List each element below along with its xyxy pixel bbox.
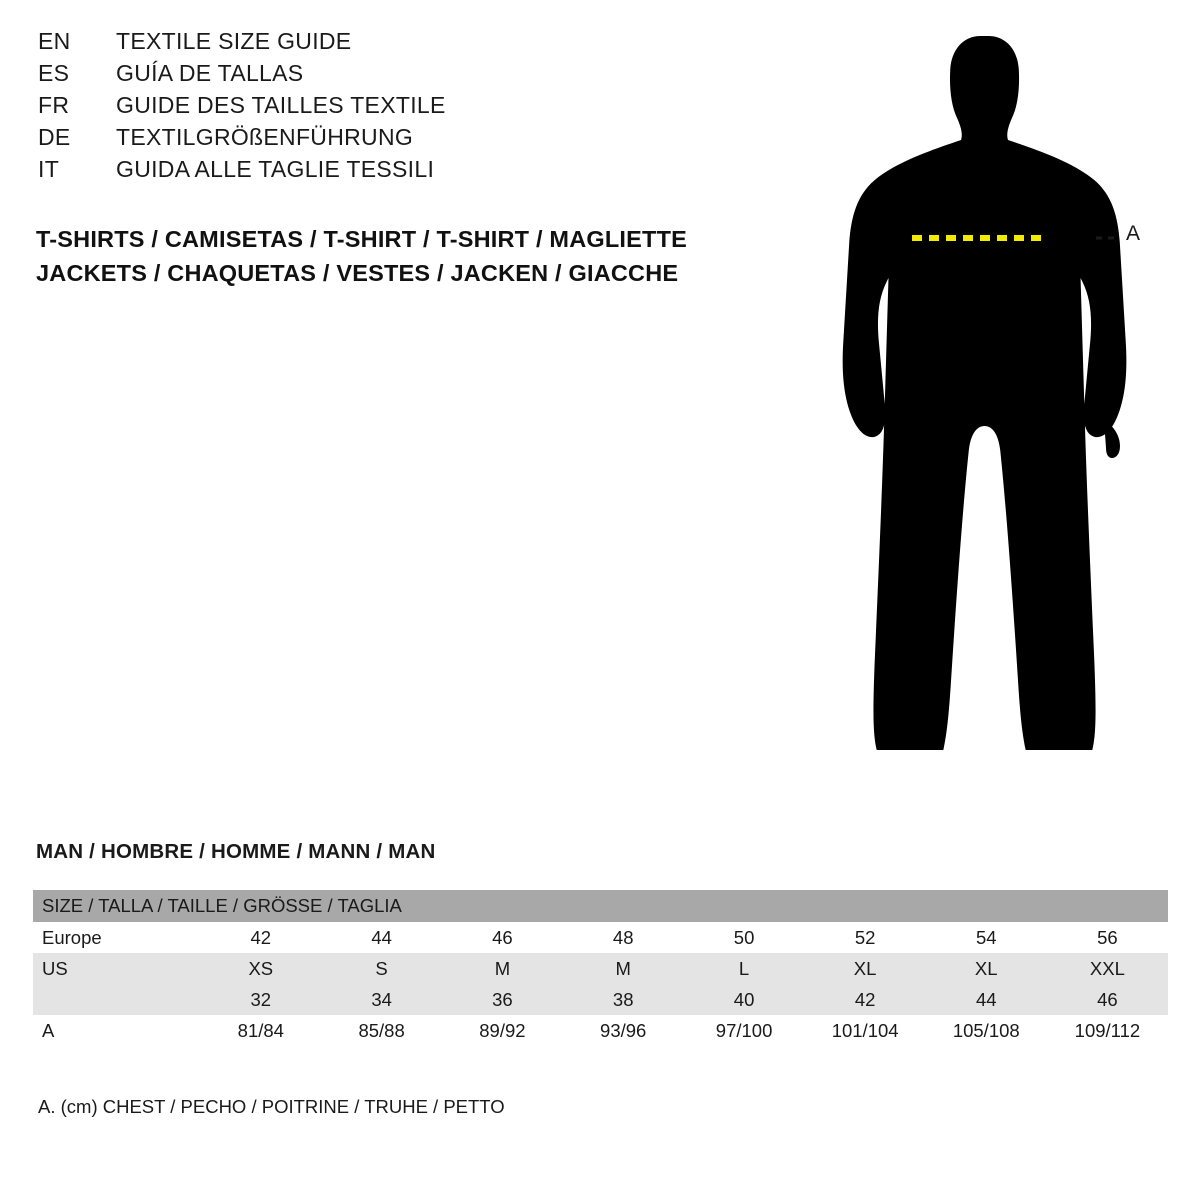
language-title: TEXTILGRÖßENFÜHRUNG <box>116 124 414 150</box>
cell-value: 38 <box>563 984 684 1015</box>
table-title-row <box>33 890 1168 922</box>
cell-value: 89/92 <box>442 1015 563 1046</box>
section-heading-man: MAN / HOMBRE / HOMME / MANN / MAN <box>36 840 436 863</box>
category-tshirts: T-SHIRTS / CAMISETAS / T-SHIRT / T-SHIRT / MAGLIETTE <box>36 226 687 252</box>
table-row <box>33 1015 1168 1046</box>
row-label <box>33 984 200 1015</box>
language-list <box>38 28 738 188</box>
cell-value: 50 <box>684 922 805 953</box>
row-label: A <box>33 1015 200 1046</box>
table-title-cell: SIZE / TALLA / TAILLE / GRÖSSE / TAGLIA <box>33 890 1168 922</box>
cell-value: 42 <box>200 922 321 953</box>
cell-value: XS <box>200 953 321 984</box>
man-silhouette-figure <box>820 10 1180 800</box>
cell-value: 54 <box>926 922 1047 953</box>
cell-value: 56 <box>1047 922 1168 953</box>
table-row <box>33 984 1168 1015</box>
cell-value: 46 <box>442 922 563 953</box>
language-code: FR <box>38 92 70 118</box>
language-code: ES <box>38 60 70 86</box>
cell-value: 85/88 <box>321 1015 442 1046</box>
language-code: IT <box>38 156 60 182</box>
cell-value: 34 <box>321 984 442 1015</box>
table-row <box>33 953 1168 984</box>
cell-value: 44 <box>926 984 1047 1015</box>
cell-value: 48 <box>563 922 684 953</box>
cell-value: 97/100 <box>684 1015 805 1046</box>
cell-value: 40 <box>684 984 805 1015</box>
cell-value: 105/108 <box>926 1015 1047 1046</box>
cell-value: M <box>563 953 684 984</box>
garment-categories <box>36 222 796 290</box>
language-row <box>38 156 738 188</box>
language-row <box>38 28 738 60</box>
language-title: TEXTILE SIZE GUIDE <box>116 28 352 54</box>
cell-value: S <box>321 953 442 984</box>
cell-value: M <box>442 953 563 984</box>
cell-value: XXL <box>1047 953 1168 984</box>
size-table <box>33 890 1168 1046</box>
cell-value: 32 <box>200 984 321 1015</box>
cell-value: 44 <box>321 922 442 953</box>
footnote-chest: A. (cm) CHEST / PECHO / POITRINE / TRUHE / PETTO <box>38 1096 505 1117</box>
category-jackets: JACKETS / CHAQUETAS / VESTES / JACKEN / GIACCHE <box>36 260 679 286</box>
cell-value: 93/96 <box>563 1015 684 1046</box>
cell-value: XL <box>926 953 1047 984</box>
language-code: DE <box>38 124 71 150</box>
language-code: EN <box>38 28 71 54</box>
chest-callout-label: A <box>1126 222 1141 245</box>
cell-value: 81/84 <box>200 1015 321 1046</box>
table-row <box>33 922 1168 953</box>
silhouette-shape <box>843 36 1127 750</box>
cell-value: 52 <box>805 922 926 953</box>
row-label: US <box>33 953 200 984</box>
cell-value: 36 <box>442 984 563 1015</box>
cell-value: 46 <box>1047 984 1168 1015</box>
cell-value: 101/104 <box>805 1015 926 1046</box>
language-row <box>38 60 738 92</box>
language-title: GUÍA DE TALLAS <box>116 60 304 86</box>
language-title: GUIDA ALLE TAGLIE TESSILI <box>116 156 435 182</box>
cell-value: XL <box>805 953 926 984</box>
cell-value: L <box>684 953 805 984</box>
language-title: GUIDE DES TAILLES TEXTILE <box>116 92 446 118</box>
language-row <box>38 124 738 156</box>
language-row <box>38 92 738 124</box>
row-label: Europe <box>33 922 200 953</box>
cell-value: 42 <box>805 984 926 1015</box>
cell-value: 109/112 <box>1047 1015 1168 1046</box>
